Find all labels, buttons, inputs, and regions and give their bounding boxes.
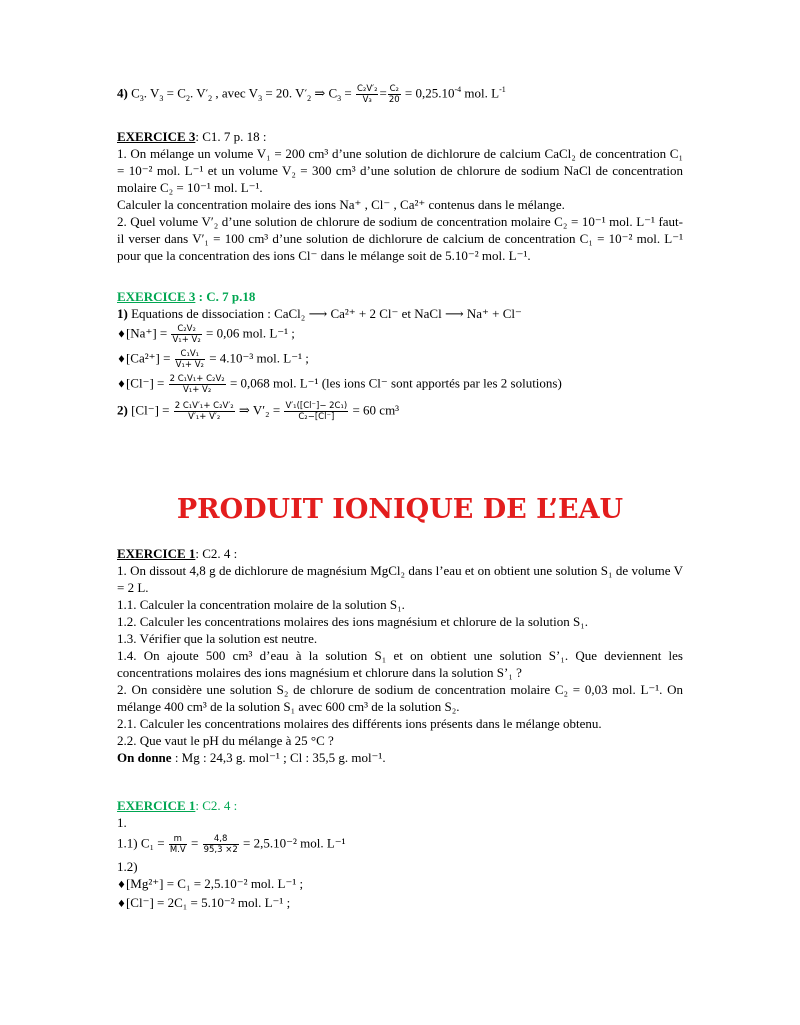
given-values: : Mg : 24,3 g. mol⁻¹ ; Cl : 35,5 g. mol⁻¹. — [171, 750, 386, 765]
text: = 0,25.10 — [401, 85, 455, 101]
fraction — [169, 834, 187, 855]
bullet-icon: ♦ — [117, 379, 126, 391]
text: 1.1) C₁ = — [117, 835, 168, 851]
ca-line — [117, 349, 683, 370]
paragraph: 1.4. On ajoute 500 cm³ d’eau à la solution S₁ et on obtient une solution S’₁. Que deviennent les concentrations molaires des ions magnésium et chlorure dans la solution S’₁ ? — [117, 648, 683, 680]
subscript: 2 — [185, 94, 190, 104]
section-heading: PRODUIT IONIQUE DE L’EAU — [176, 494, 624, 525]
fraction — [174, 401, 235, 422]
numerator: C₁V₁ — [175, 349, 205, 360]
c1-line — [117, 834, 683, 855]
text: . V — [189, 85, 206, 101]
denominator: 95,3 ×2 — [203, 845, 238, 855]
solution-title: EXERCICE 1 — [117, 798, 196, 813]
text: = 4.10⁻³ mol. L⁻¹ ; — [205, 350, 309, 366]
fraction — [388, 84, 401, 105]
answer-2-line — [117, 401, 683, 422]
text: . V — [143, 85, 160, 101]
exercise-title: EXERCICE 3 — [117, 129, 196, 144]
item-number: 1) — [117, 306, 128, 321]
text: = C — [163, 85, 186, 101]
subscript: 2 — [208, 94, 213, 104]
v2-prime: ′ — [304, 87, 308, 101]
exercise-ref: : C2. 4 : — [195, 546, 238, 561]
paragraph: Calculer la concentration molaire des ions Na⁺ , Cl⁻ , Ca²⁺ contenus dans le mélange. — [117, 197, 565, 212]
subscript: 3 — [159, 94, 164, 104]
exercise-3-solution — [117, 288, 683, 422]
text: [Cl⁻] = — [127, 402, 173, 418]
numerator: C₂V′₂ — [356, 84, 378, 94]
subscript: 3 — [337, 94, 342, 104]
paragraph: 2. Quel volume V′₂ d’une solution de chlorure de sodium de concentration molaire C₂ = 10⁻¹ mol. L⁻¹ faut-il verser dans V′₁ = 100 cm³ d’une solution de dichlorure de calcium de concentration C₁ = 10⁻² mol. L⁻¹ pour que la concentration des ions Cl⁻ dans le mélange soit de 5.10⁻² mol. L⁻¹. — [117, 214, 683, 263]
superscript: -4 — [454, 85, 462, 95]
numerator: 2 C₁V₁+ C₂V₂ — [169, 374, 225, 384]
solution-ref: : C. 7 p.18 — [195, 289, 256, 304]
cl-line — [117, 894, 683, 913]
denominator: V′₁+ V′₂ — [188, 412, 221, 422]
text: [Ca²⁺] = — [125, 350, 174, 366]
exercise-title: EXERCICE 1 — [117, 546, 196, 561]
subscript: 2 — [307, 94, 312, 104]
item-number: 1. — [117, 815, 127, 830]
bullet-icon: ♦ — [117, 899, 126, 910]
numerator: C₂ — [389, 84, 399, 94]
paragraph: 2.1. Calculer les concentrations molaires des différents ions présents dans le mélange obtenu. — [117, 716, 602, 731]
paragraph: 2. On considère une solution S₂ de chlorure de sodium de concentration molaire C₂ = 0,03 mol. L⁻¹. On mélange 400 cm³ de la solution S₁ avec 600 cm³ de la solution S₂. — [117, 682, 683, 714]
numerator: C₂V₂ — [171, 324, 201, 335]
text: [Mg²⁺] = C₁ = 2,5.10⁻² mol. L⁻¹ ; — [125, 876, 304, 891]
text: = 60 cm³ — [349, 402, 400, 418]
given-label: On donne — [117, 750, 172, 765]
denominator: V₁+ V₂ — [183, 385, 212, 395]
paragraph: 1.2. Calculer les concentrations molaires des ions magnésium et chlorure de la solution S₁. — [117, 614, 588, 629]
paragraph: 1. On mélange un volume V₁ = 200 cm³ d’une solution de dichlorure de calcium CaCl₂ de concentration C₁ = 10⁻² mol. L⁻¹ et un volume V₂ = 300 cm³ d’une solution de chlorure de sodium NaCl de concentration molaire C₂ = 10⁻¹ mol. L⁻¹. — [117, 146, 683, 195]
v2-prime: ′ — [205, 87, 209, 101]
dissociation-equations: Equations de dissociation : CaCl₂ ⟶ Ca²⁺ + 2 Cl⁻ et NaCl ⟶ Na⁺ + Cl⁻ — [127, 306, 522, 321]
denominator: C₂−[Cl⁻] — [298, 412, 335, 422]
fraction — [284, 401, 348, 422]
text: = — [341, 85, 355, 101]
numerator: m — [169, 834, 187, 845]
denominator: V₁+ V₂ — [172, 335, 201, 345]
denominator: M.V — [169, 845, 186, 855]
text: ⇒ V′₂ = — [235, 402, 284, 418]
paragraph: 1. On dissout 4,8 g de dichlorure de magnésium MgCl₂ dans l’eau et on obtient une solution S₁ de volume V = 2 L. — [117, 563, 683, 595]
denominator: V₁+ V₂ — [175, 360, 204, 370]
text: = 0,06 mol. L⁻¹ ; — [202, 325, 295, 341]
fraction — [175, 349, 205, 370]
mg-line — [117, 875, 683, 894]
fraction — [356, 84, 379, 105]
fraction — [171, 324, 201, 345]
bullet-icon: ♦ — [117, 354, 126, 366]
cl-line — [117, 374, 683, 395]
text: [Cl⁻] = 2C₁ = 5.10⁻² mol. L⁻¹ ; — [125, 895, 291, 910]
answer-4-line: 4) $C_3$. $V_3 = C_2$. $V'_2$ , avec $V_3 = 20$. $V'_2$ ⇒ $C_3$ = $\frac{\text{C₂V′₂}}{\text{V₃}}$ = $\frac{\text{C₂}}{20}$ = $0,25.10^{-4}$ mol. $L^{-1}$ — [117, 84, 506, 105]
text: = 20. V — [262, 85, 305, 101]
text: mol. L — [461, 85, 500, 101]
denominator: 20 — [388, 95, 400, 105]
text: = 2,5.10⁻² mol. L⁻¹ — [239, 835, 346, 851]
exercise-1-solution — [117, 797, 683, 913]
exercise-3-statement — [117, 128, 683, 264]
fraction — [169, 374, 226, 395]
subscript: 3 — [139, 94, 144, 104]
subscript: 3 — [258, 94, 263, 104]
text: = — [187, 835, 202, 851]
fraction — [203, 834, 239, 855]
item-number: 1.2) — [117, 859, 138, 874]
exercise-1-statement — [117, 545, 683, 766]
numerator: 2 C₁V′₁+ C₂V′₂ — [174, 401, 234, 411]
solution-ref: : C2. 4 : — [195, 798, 238, 813]
text: [Na⁺] = — [125, 325, 171, 341]
denominator: V₃ — [362, 95, 372, 105]
text: ⇒ C — [311, 85, 338, 101]
paragraph: 1.3. Vérifier que la solution est neutre. — [117, 631, 318, 646]
text: [Cl⁻] = — [125, 375, 168, 391]
na-line — [117, 324, 683, 345]
item-number: 4) — [117, 85, 128, 101]
text: , avec V — [212, 85, 259, 101]
text: = 0,068 mol. L⁻¹ (les ions Cl⁻ sont apportés par les 2 solutions) — [226, 375, 562, 391]
paragraph: 2.2. Que vaut le pH du mélange à 25 °C ? — [117, 733, 334, 748]
text: C — [127, 85, 140, 101]
exercise-ref: : C1. 7 p. 18 : — [195, 129, 267, 144]
paragraph: 1.1. Calculer la concentration molaire de la solution S₁. — [117, 597, 405, 612]
numerator: 4,8 — [203, 834, 239, 845]
solution-title: EXERCICE 3 — [117, 289, 196, 304]
bullet-icon: ♦ — [117, 880, 126, 891]
bullet-icon: ♦ — [117, 329, 126, 341]
numerator: V′₁([Cl⁻]− 2C₁) — [285, 401, 348, 411]
item-number: 2) — [117, 402, 128, 418]
superscript: -1 — [499, 85, 506, 95]
